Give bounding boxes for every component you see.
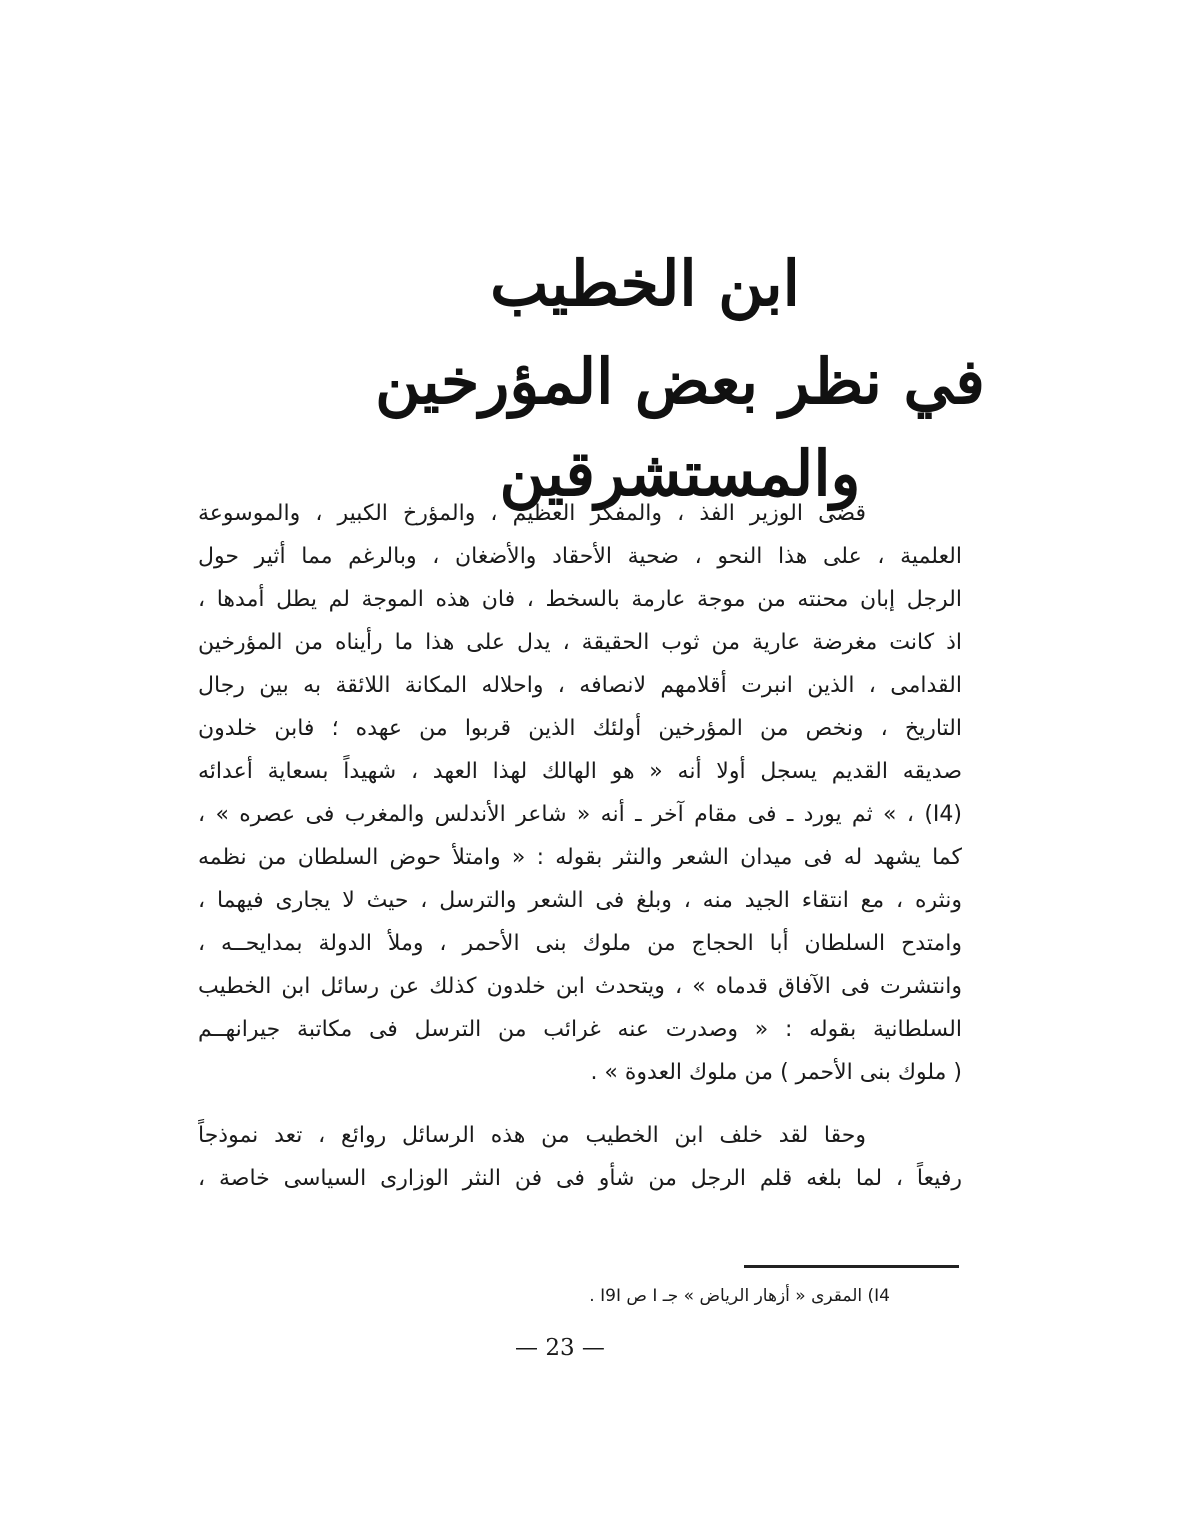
body-text <box>198 492 962 1200</box>
text-line: السلطانية بقوله : « وصدرت عنه غرائب من الترسل فى مكاتبة جيرانهــم <box>198 1017 962 1042</box>
text-line: اذ كانت مغرضة عارية من ثوب الحقيقة ، يدل على هذا ما رأيناه من المؤرخين <box>198 630 962 655</box>
text-line: (I4) ، » ثم يورد ـ فى مقام آخر ـ أنه « شاعر الأندلس والمغرب فى عصره » ، <box>198 802 962 827</box>
text-line: الرجل إبان محنته من موجة عارمة بالسخط ، فان هذه الموجة لم يطل أمدها ، <box>198 587 962 612</box>
text-line: صديقه القديم يسجل أولا أنه « هو الهالك لهذا العهد ، شهيداً بسعاية أعدائه <box>198 759 962 784</box>
text-line: رفيعاً ، لما بلغه قلم الرجل من شأو فى فن النثر الوزارى السياسى خاصة ، <box>198 1166 962 1191</box>
text-line: التاريخ ، ونخص من المؤرخين أولئك الذين قربوا من عهده ؛ فابن خلدون <box>198 716 962 741</box>
footnote-divider <box>744 1265 959 1268</box>
text-line: كما يشهد له فى ميدان الشعر والنثر بقوله : « وامتلأ حوض السلطان من نظمه <box>198 845 962 870</box>
text-line: وحقا لقد خلف ابن الخطيب من هذه الرسائل روائع ، تعد نموذجاً <box>198 1123 866 1148</box>
text-line: وامتدح السلطان أبا الحجاج من ملوك بنى الأحمر ، وملأ الدولة بمدايحــه ، <box>198 931 962 956</box>
title-line-2: في نظر بعض المؤرخين والمستشرقين <box>375 345 985 510</box>
text-line: قضى الوزير الفذ ، والمفكر العظيم ، والمؤرخ الكبير ، والموسوعة <box>198 501 866 526</box>
title-line-1: ابن الخطيب <box>490 247 800 320</box>
text-line: العلمية ، على هذا النحو ، ضحية الأحقاد والأضغان ، وبالرغم مما أثير حول <box>198 544 962 569</box>
page-number: — 23 — <box>515 1335 605 1361</box>
text-line: القدامى ، الذين انبرت أقلامهم لانصافه ، واحلاله المكانة اللائقة به بين رجال <box>198 673 962 698</box>
text-line: ونثره ، مع انتقاء الجيد منه ، وبلغ فى الشعر والترسل ، حيث لا يجارى فيهما ، <box>198 888 962 913</box>
paragraph-1 <box>198 492 962 1094</box>
text-line: وانتشرت فى الآفاق قدماه » ، ويتحدث ابن خلدون كذلك عن رسائل ابن الخطيب <box>198 974 962 999</box>
chapter-title <box>200 238 1000 520</box>
paragraph-2 <box>198 1114 962 1200</box>
footnote: I4) المقرى « أزهار الرياض » جـ I ص I9I . <box>589 1286 890 1306</box>
text-line: ( ملوك بنى الأحمر ) من ملوك العدوة » . <box>590 1060 962 1085</box>
